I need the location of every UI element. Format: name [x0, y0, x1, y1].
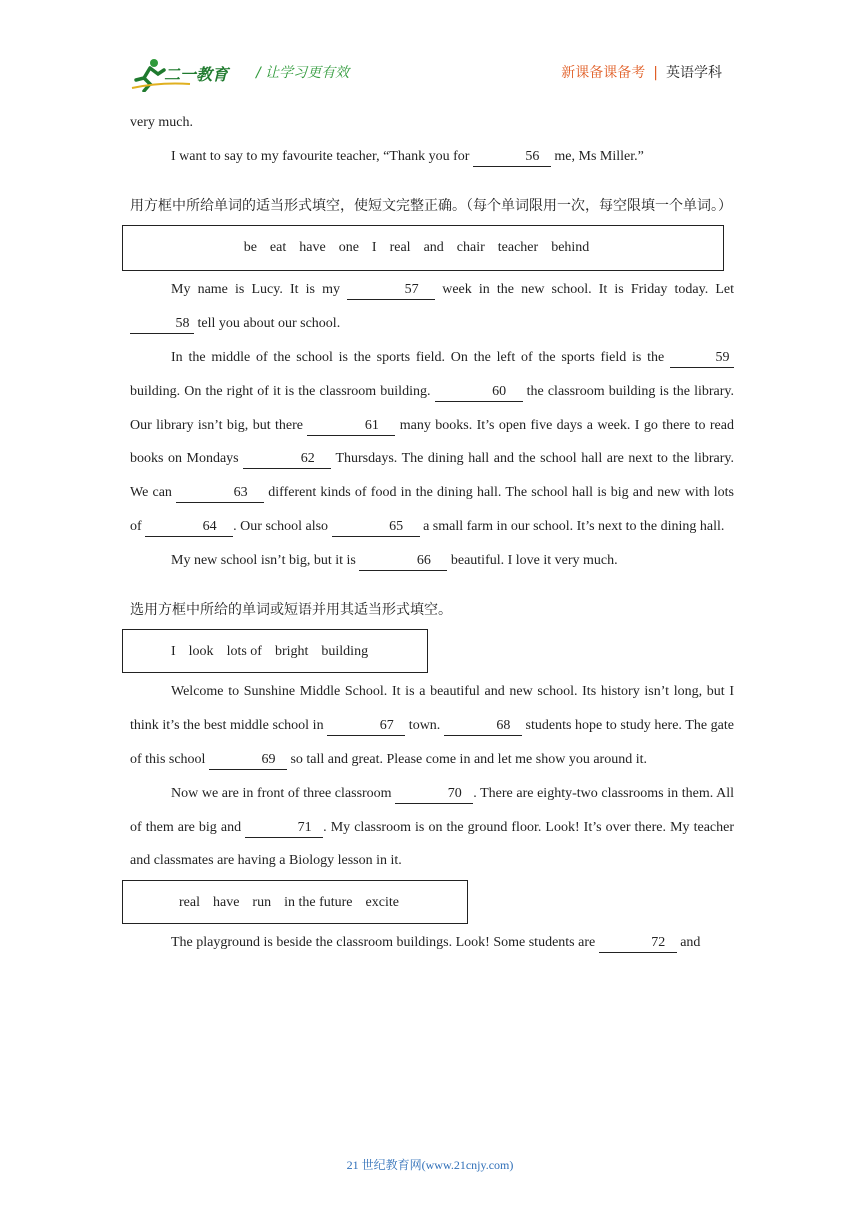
blank-64: 64 [145, 518, 233, 537]
header-subject [561, 62, 722, 82]
logo-text: 二一教育 [164, 65, 229, 84]
slogan: / 让学习更有效 [256, 65, 350, 81]
blank-70: 70 [395, 785, 473, 804]
blank-66: 66 [359, 552, 447, 571]
word-box: I look lots of bright building [122, 629, 428, 673]
blank-67: 67 [327, 717, 405, 736]
blank-59: 59 [670, 349, 734, 368]
blank-57: 57 [347, 281, 435, 300]
blank-69: 69 [209, 751, 287, 770]
paragraph: My new school isn’t big, but it is 66 beautiful. I love it very much. [130, 544, 734, 578]
section-instruction: 选用方框中所给的单词或短语并用其适当形式填空。 [130, 601, 452, 618]
paragraph: Now we are in front of three classroom 70 . There are eighty-two classrooms in them. All of them are big and 71 . My classroom is on the ground floor. Look! It’s over there. My teacher and classmates are having a Biology lesson in it. [130, 785, 734, 869]
text-line: very much. [130, 115, 193, 130]
page-header [0, 52, 860, 92]
paragraph: Welcome to Sunshine Middle School. It is a beautiful and new school. Its history isn’t long, but I think it’s the best middle school in 67 town. 68 students hope to study here. The gate of this school 69 so tall and great. Please come in and let me show you around it. [130, 675, 734, 776]
header-subject-label: 英语学科 [666, 65, 722, 81]
paragraph: My name is Lucy. It is my 57 week in the new school. It is Friday today. Let 58 tell you about our school. [130, 273, 734, 341]
paragraph: The playground is beside the classroom buildings. Look! Some students are 72 and [130, 926, 734, 960]
blank-71: 71 [245, 819, 323, 838]
blank-56: 56 [473, 148, 551, 167]
document-body [130, 106, 734, 960]
blank-63: 63 [176, 484, 264, 503]
word-box: real have run in the future excite [122, 880, 468, 924]
blank-58: 58 [130, 315, 194, 334]
blank-68: 68 [444, 717, 522, 736]
blank-72: 72 [599, 934, 677, 953]
word-box: be eat have one I real and chair teacher behind [122, 225, 724, 271]
blank-61: 61 [307, 417, 395, 436]
section-instruction: 用方框中所给单词的适当形式填空，使短文完整正确。（每个单词限用一次，每空限填一个单词。） [130, 197, 732, 214]
blank-62: 62 [243, 450, 331, 469]
page-footer: 21 世纪教育网(www.21cnjy.com) [346, 1158, 514, 1172]
text-line: I want to say to my favourite teacher, “Thank you for 56 me, Ms Miller.” [130, 140, 734, 174]
header-course-label: 新课备课备考 [561, 65, 646, 81]
blank-65: 65 [332, 518, 420, 537]
paragraph: In the middle of the school is the sports field. On the left of the sports field is the 59 building. On the right of it is the classroom building. 60 the classroom building is the library. Our library isn’t big, but there 61 many books. It’s open five days a week. I go there to read books on Mondays 62 Thursdays. The dining hall and the school hall are next to the library. We can 63 different kinds of food in the dining hall. The school hall is big and new with lots of 64 . Our school also 65 a small farm in our school. It’s next to the dining hall. [130, 341, 734, 544]
blank-60: 60 [435, 383, 523, 402]
header-separator: | [653, 65, 658, 81]
